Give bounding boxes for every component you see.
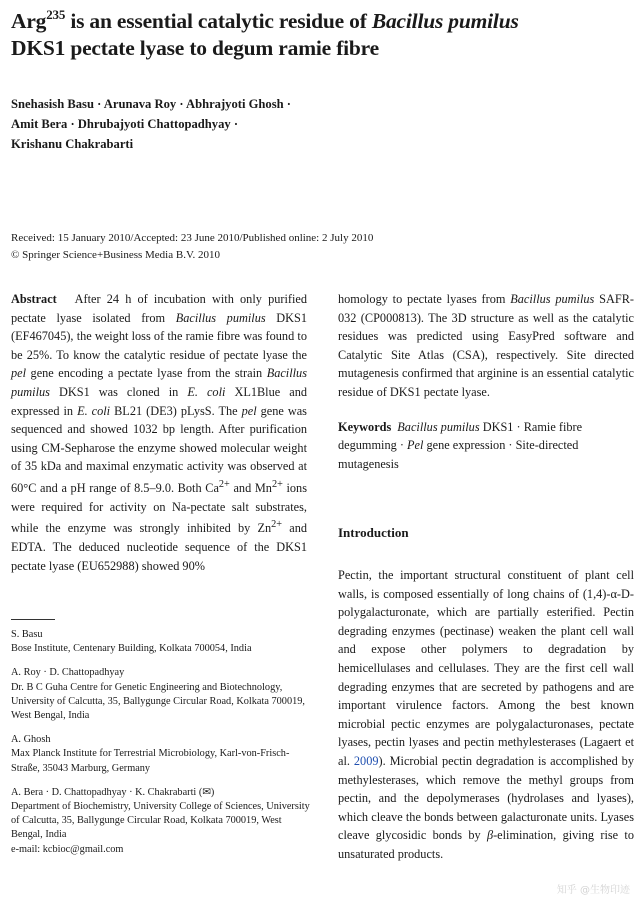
author-line: Amit Bera · Dhrubajyoti Chattopadhyay ·	[11, 117, 239, 131]
keywords	[338, 418, 634, 474]
keyword-italic: Pel	[407, 438, 424, 453]
abstract-text: BL21 (DE3) pLysS. The	[110, 403, 242, 418]
affiliation-address: Max Planck Institute for Terrestrial Microbiology, Karl-von-Frisch-Straße, 35043 Marburg, Germany	[11, 748, 290, 774]
publication-history	[11, 230, 611, 264]
copyright-notice: © Springer Science+Business Media B.V. 2010	[11, 249, 220, 261]
affiliation-address: Dr. B C Guha Centre for Genetic Engineering and Biotechnology, University of Calcutta, 35, Ballygunge Circular Road, Kolkata 700019, West Bengal, India	[11, 681, 305, 722]
abstract-continued-column	[338, 290, 634, 473]
introduction-paragraph	[338, 566, 634, 864]
author-line: Snehasish Basu · Arunava Roy · Abhrajyoti Ghosh ·	[11, 97, 291, 111]
affiliation-block	[11, 666, 311, 723]
section-heading-introduction: Introduction	[338, 525, 409, 540]
title-superscript: 235	[46, 7, 66, 22]
abstract-text: SAFR-032 (CP000813). The 3D structure as well as the catalytic residues was predicted using EasyPred software and Catalytic Site Atlas (CSA), respectively. Site directed mutagenesis confirmed that arginine is an essential catalytic residue of DKS1 pectate lyase.	[338, 292, 634, 399]
corresponding-email[interactable]: e-mail: kcbioc@gmail.com	[11, 843, 124, 855]
author-list	[11, 94, 531, 154]
intro-text: Pectin, the important structural constituent of plant cell walls, is composed essentially of long chains of (1,4)-α-D-polygalacturonate, which are partially esterified. Pectin degrading enzymes (pectinase) weaken the plant cell wall and expose other polymers to degradation by hemicellulases and cellulases. They are the first cell wall degrading enzymes that are secreted by pathogens and are important virulence factors. Among the best known microbial pectic enzymes are polygalacturonases, pectate lyases, pectin lyases and pectin methylesterases (Lagaert et al.	[338, 568, 634, 768]
abstract-text: DKS1 (EF467045), the weight loss of the ramie fibre was found to be 25%. To know the catalytic residue of pectate lyase the	[11, 310, 307, 362]
citation-link[interactable]: 2009	[353, 753, 379, 768]
abstract-text: ions were required for activity on Na-pectate salt substrates, while the enzyme was strongly inhibited by Zn	[11, 481, 307, 536]
abstract-superscript: 2+	[271, 519, 283, 531]
abstract-superscript: 2+	[271, 478, 283, 490]
abstract-italic: Bacillus pumilus	[11, 366, 307, 399]
abstract-superscript: 2+	[218, 478, 230, 490]
abstract-paragraph-continued	[338, 290, 634, 402]
abstract-italic: Bacillus pumilus	[510, 292, 595, 306]
abstract-text: DKS1 was cloned in	[49, 384, 188, 399]
abstract-paragraph	[11, 290, 307, 575]
abstract-text: homology to pectate lyases from	[338, 292, 511, 306]
abstract-italic: Bacillus pumilus	[175, 310, 266, 325]
keywords-label: Keywords	[338, 419, 392, 434]
abstract-label: Abstract	[11, 292, 57, 306]
abstract-italic: E. coli	[77, 403, 111, 418]
abstract-text: After 24 h of incubation with only purified pectate lyase isolated from	[11, 292, 307, 325]
intro-text: -elimination, giving rise to unsaturated products.	[338, 828, 634, 861]
received-dates: Received: 15 January 2010/Accepted: 23 June 2010/Published online: 2 July 2010	[11, 232, 374, 244]
affiliation-names: A. Ghosh	[11, 734, 51, 746]
watermark-text: 知乎 @生物印迹	[556, 885, 630, 896]
abstract-text: gene was sequenced and showed 1032 bp length. After purification using CM-Sepharose the enzyme showed molecular weight of 35 kDa and maximal enzymatic activity was observed at 60°C and a pH range of 8.5–9.0. Both Ca	[11, 403, 307, 496]
title-part-3: DKS1 pectate lyase to degum ramie fibre	[11, 36, 379, 60]
affiliations	[11, 628, 311, 867]
author-line: Krishanu Chakrabarti	[11, 137, 134, 151]
intro-text: ). Microbial pectin degradation is accomplished by methylesterases, which remove the methyl groups from pectin, and the depolymerases (hydrolases and lyases), which cleave the bonds between galacturonate units. Lyases cleave glycosidic bonds by	[338, 753, 634, 843]
affiliation-address: Bose Institute, Centenary Building, Kolkata 700054, India	[11, 643, 252, 655]
abstract-italic: pel	[11, 366, 27, 381]
affiliation-block	[11, 786, 311, 857]
abstract-text: and Mn	[229, 481, 272, 496]
abstract-text: and EDTA. The deduced nucleotide sequence of the DKS1 pectate lyase (EU652988) showed 90%	[11, 521, 307, 573]
abstract-column	[11, 290, 307, 575]
footnote-divider	[11, 619, 55, 620]
abstract-text: XL1Blue and expressed in	[11, 384, 307, 418]
keyword-italic: Bacillus pumilus	[397, 419, 480, 434]
keyword-text: DKS1 · Ramie fibre degumming ·	[338, 419, 583, 453]
title-part-2: is an essential catalytic residue of	[65, 9, 372, 33]
title-part-1: Arg	[11, 9, 47, 33]
affiliation-names: A. Bera · D. Chattopadhyay · K. Chakrabarti (✉)	[11, 786, 215, 798]
affiliation-address: Department of Biochemistry, University College of Sciences, University of Calcutta, 35, Ballygunge Circular Road, Kolkata 700019, West Bengal, India	[11, 801, 310, 841]
abstract-italic: pel	[241, 403, 257, 418]
paper-title	[11, 8, 611, 62]
title-organism: Bacillus pumilus	[371, 9, 519, 33]
abstract-italic: E. coli	[187, 384, 226, 399]
affiliation-block	[11, 628, 311, 656]
keyword-text: gene expression · Site-directed mutagenesis	[338, 438, 579, 471]
affiliation-names: S. Basu	[11, 629, 43, 640]
affiliation-names: A. Roy · D. Chattopadhyay	[11, 667, 125, 679]
affiliation-block	[11, 733, 311, 776]
intro-italic: β	[486, 828, 494, 843]
abstract-text: gene encoding a pectate lyase from the strain	[26, 366, 267, 381]
